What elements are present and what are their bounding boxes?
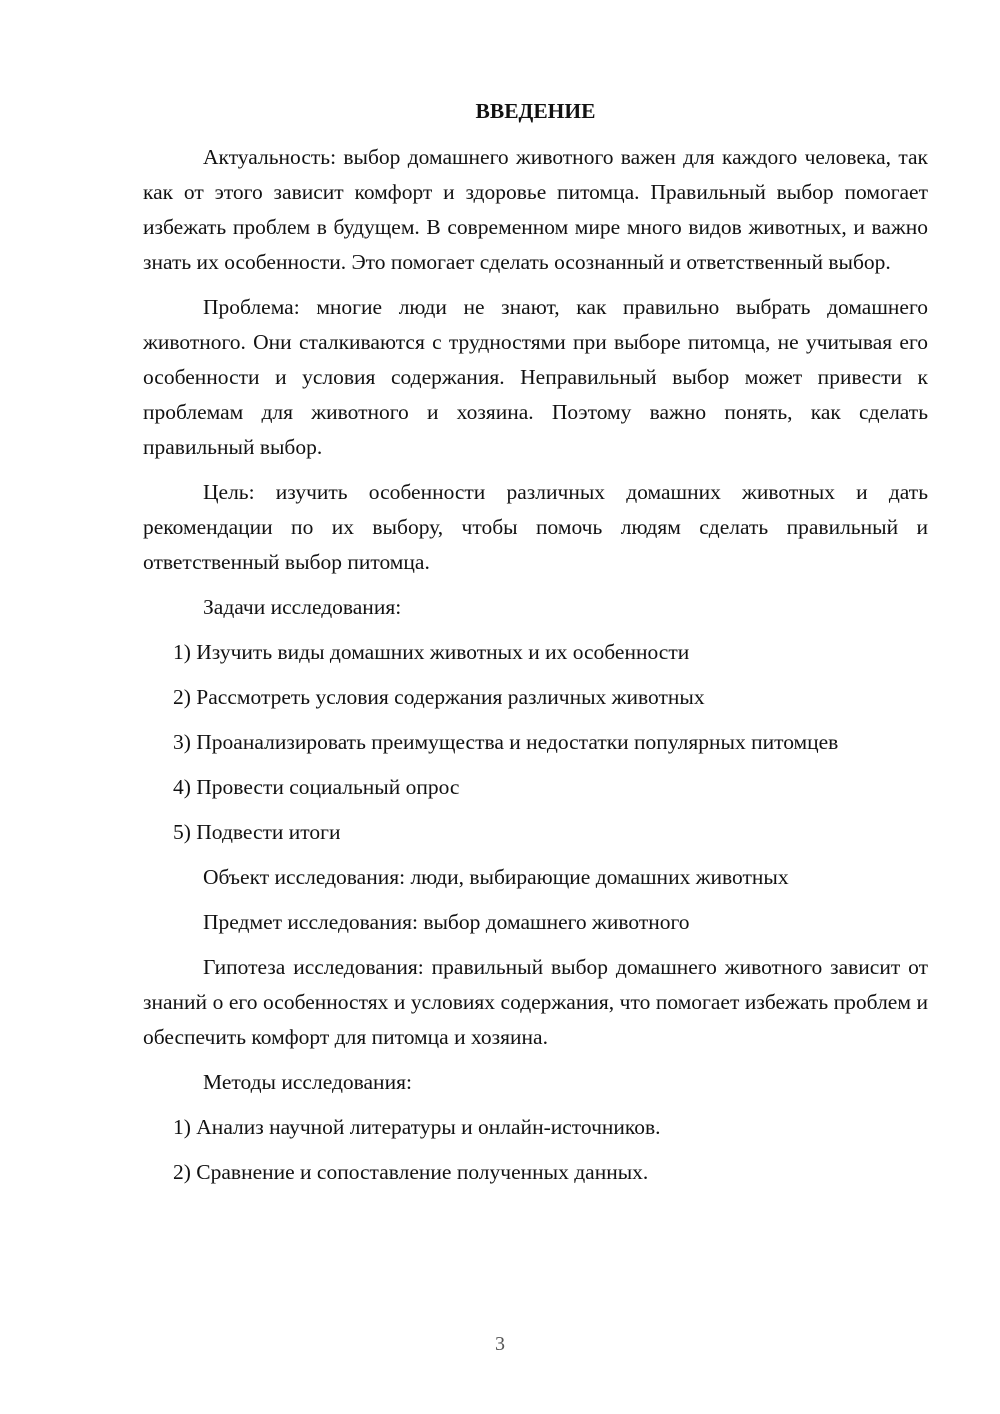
page-number: 3	[495, 1333, 505, 1355]
task-item: 5) Подвести итоги	[173, 820, 341, 844]
task-item: 4) Провести социальный опрос	[173, 775, 460, 799]
methods-title: Методы исследования:	[203, 1070, 412, 1094]
tasks-title: Задачи исследования:	[203, 595, 402, 619]
task-item: 2) Рассмотреть условия содержания различных животных	[173, 685, 705, 709]
method-item: 1) Анализ научной литературы и онлайн-источников.	[173, 1115, 661, 1139]
relevance-paragraph: Актуальность: выбор домашнего животного важен для каждого человека, так как от этого зависит комфорт и здоровье питомца. Правильный выбор помогает избежать проблем в будущем. В современном мире много видов животных, и важно знать их особенности. Это помогает сделать осознанный и ответственный выбор.	[143, 145, 928, 274]
research-object: Объект исследования: люди, выбирающие домашних животных	[203, 865, 789, 889]
goal-paragraph: Цель: изучить особенности различных домашних животных и дать рекомендации по их выбору, чтобы помочь людям сделать правильный и ответственный выбор питомца.	[143, 480, 928, 574]
page-content	[143, 92, 928, 1200]
research-subject: Предмет исследования: выбор домашнего животного	[203, 910, 690, 934]
hypothesis-paragraph: Гипотеза исследования: правильный выбор домашнего животного зависит от знаний о его особенностях и условиях содержания, что помогает избежать проблем и обеспечить комфорт для питомца и хозяина.	[143, 955, 928, 1049]
task-item: 1) Изучить виды домашних животных и их особенности	[173, 640, 690, 664]
problem-paragraph: Проблема: многие люди не знают, как правильно выбрать домашнего животного. Они сталкиваются с трудностями при выборе питомца, не учитывая его особенности и условия содержания. Неправильный выбор может привести к проблемам для животного и хозяина. Поэтому важно понять, как сделать правильный выбор.	[143, 295, 928, 459]
section-heading: ВВЕДЕНИЕ	[475, 99, 596, 123]
method-item: 2) Сравнение и сопоставление полученных данных.	[173, 1160, 649, 1184]
task-item: 3) Проанализировать преимущества и недостатки популярных питомцев	[173, 730, 839, 754]
